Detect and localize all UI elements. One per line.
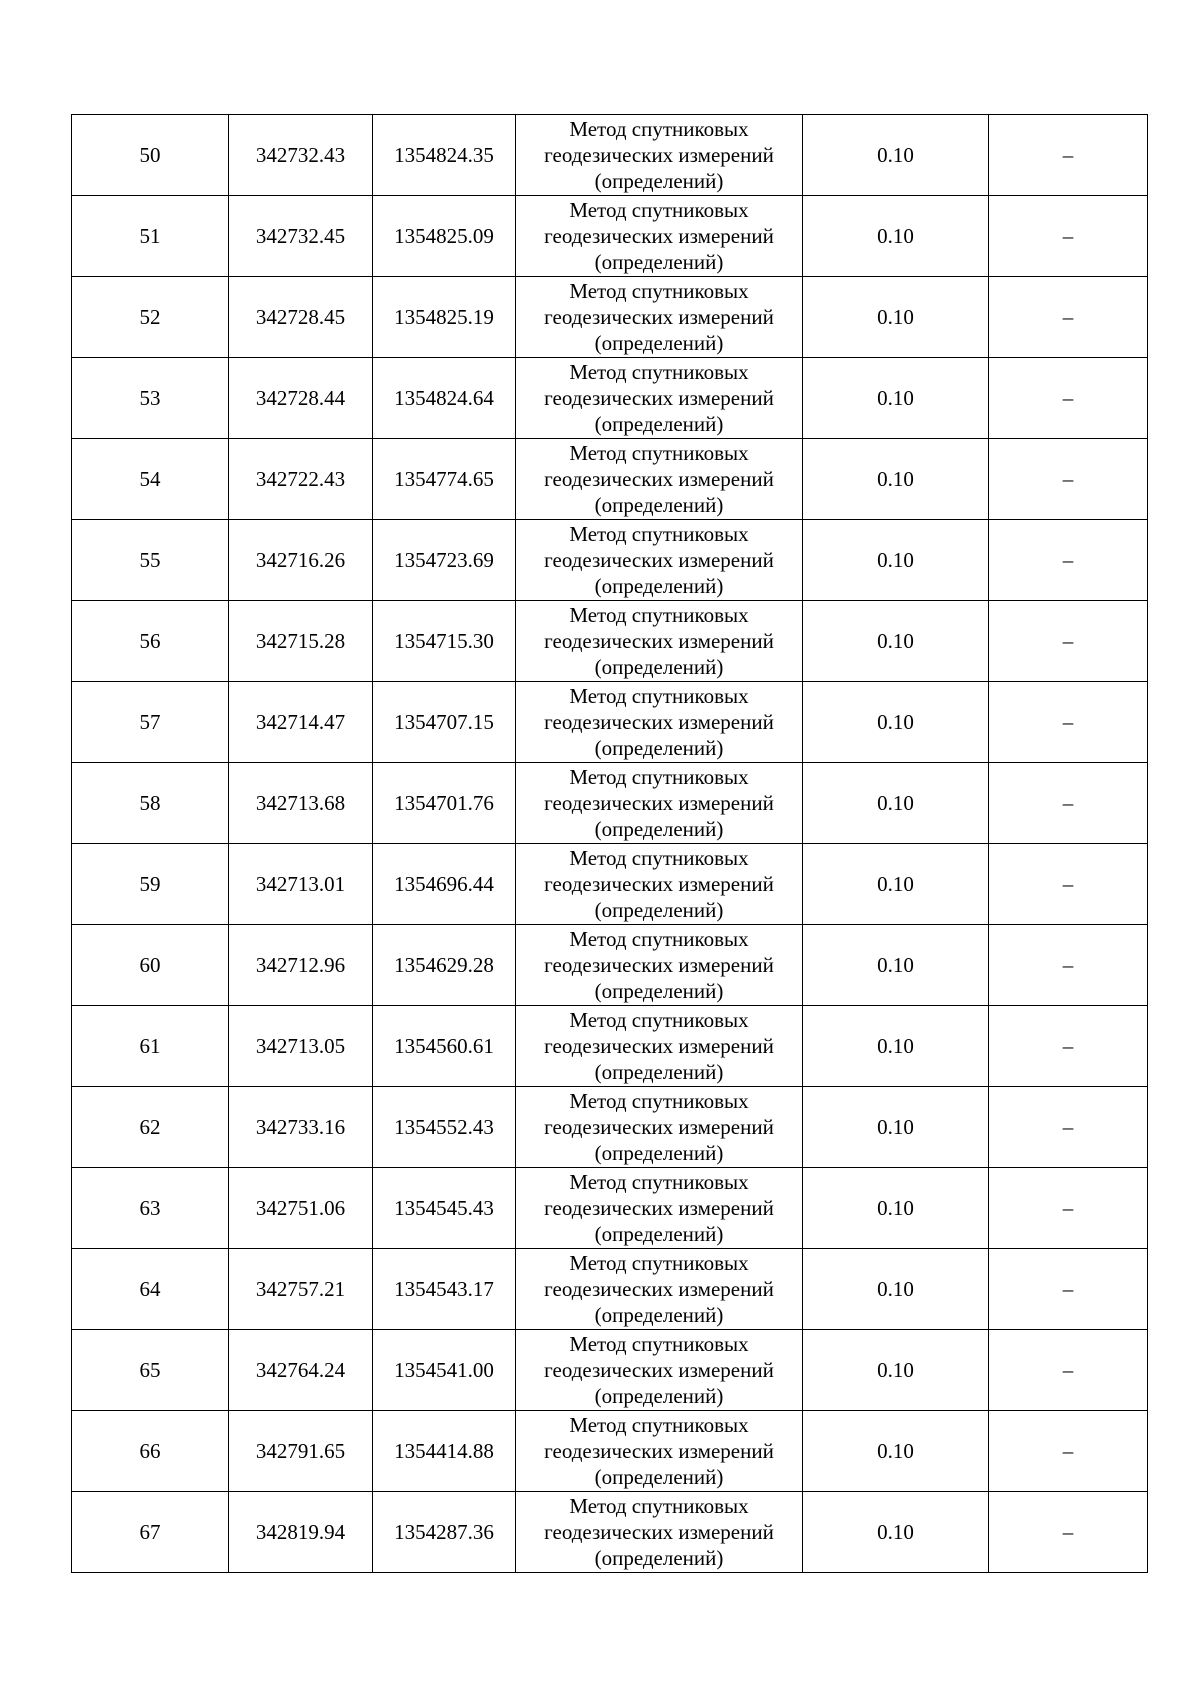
table-row [72,1087,1148,1168]
x-coordinate-cell: 342733.16 [229,1087,373,1168]
coordinates-table [71,114,1148,1573]
table-row [72,115,1148,196]
x-coordinate-cell: 342714.47 [229,682,373,763]
note-cell: – [989,196,1148,277]
point-number-cell: 55 [72,520,229,601]
method-line: геодезических измерений [544,305,774,329]
method-line: Метод спутниковых [569,1170,749,1194]
method-line: Метод спутниковых [569,198,749,222]
table-row [72,601,1148,682]
method-line: геодезических измерений [544,548,774,572]
x-coordinate-cell: 342732.45 [229,196,373,277]
accuracy-cell: 0.10 [803,439,989,520]
y-coordinate-cell: 1354560.61 [373,1006,516,1087]
point-number-cell: 57 [72,682,229,763]
accuracy-cell: 0.10 [803,115,989,196]
method-line: (определений) [594,1222,724,1246]
x-coordinate-cell: 342713.68 [229,763,373,844]
x-coordinate-cell: 342819.94 [229,1492,373,1573]
method-cell [516,763,803,844]
accuracy-cell: 0.10 [803,277,989,358]
method-cell [516,1168,803,1249]
accuracy-cell: 0.10 [803,196,989,277]
accuracy-cell: 0.10 [803,358,989,439]
accuracy-cell: 0.10 [803,1087,989,1168]
table-row [72,1411,1148,1492]
y-coordinate-cell: 1354723.69 [373,520,516,601]
accuracy-cell: 0.10 [803,601,989,682]
point-number-cell: 66 [72,1411,229,1492]
x-coordinate-cell: 342728.45 [229,277,373,358]
method-line: геодезических измерений [544,872,774,896]
method-line: (определений) [594,493,724,517]
y-coordinate-cell: 1354701.76 [373,763,516,844]
accuracy-cell: 0.10 [803,1411,989,1492]
y-coordinate-cell: 1354715.30 [373,601,516,682]
note-cell: – [989,1006,1148,1087]
method-line: геодезических измерений [544,1115,774,1139]
x-coordinate-cell: 342713.01 [229,844,373,925]
method-cell [516,196,803,277]
method-line: (определений) [594,574,724,598]
point-number-cell: 58 [72,763,229,844]
point-number-cell: 62 [72,1087,229,1168]
method-line: Метод спутниковых [569,927,749,951]
accuracy-cell: 0.10 [803,520,989,601]
point-number-cell: 56 [72,601,229,682]
point-number-cell: 59 [72,844,229,925]
method-line: (определений) [594,1546,724,1570]
x-coordinate-cell: 342715.28 [229,601,373,682]
method-line: (определений) [594,817,724,841]
accuracy-cell: 0.10 [803,1006,989,1087]
method-line: геодезических измерений [544,1196,774,1220]
accuracy-cell: 0.10 [803,1492,989,1573]
note-cell: – [989,1330,1148,1411]
method-line: (определений) [594,1465,724,1489]
method-line: Метод спутниковых [569,360,749,384]
method-cell [516,277,803,358]
method-line: (определений) [594,736,724,760]
x-coordinate-cell: 342716.26 [229,520,373,601]
note-cell: – [989,277,1148,358]
method-line: геодезических измерений [544,953,774,977]
table-row [72,277,1148,358]
table-row [72,1006,1148,1087]
accuracy-cell: 0.10 [803,925,989,1006]
method-line: геодезических измерений [544,467,774,491]
method-line: геодезических измерений [544,1277,774,1301]
method-line: геодезических измерений [544,710,774,734]
method-cell [516,601,803,682]
table-row [72,1168,1148,1249]
y-coordinate-cell: 1354825.09 [373,196,516,277]
table-body [72,115,1148,1573]
method-line: (определений) [594,1303,724,1327]
method-cell [516,682,803,763]
method-line: (определений) [594,979,724,1003]
note-cell: – [989,1168,1148,1249]
method-line: Метод спутниковых [569,117,749,141]
note-cell: – [989,358,1148,439]
method-cell [516,1492,803,1573]
y-coordinate-cell: 1354696.44 [373,844,516,925]
method-line: (определений) [594,1141,724,1165]
method-line: геодезических измерений [544,143,774,167]
method-cell [516,115,803,196]
note-cell: – [989,1492,1148,1573]
point-number-cell: 63 [72,1168,229,1249]
point-number-cell: 53 [72,358,229,439]
method-line: геодезических измерений [544,1358,774,1382]
table-row [72,1249,1148,1330]
table-row [72,520,1148,601]
method-line: Метод спутниковых [569,279,749,303]
table-row [72,844,1148,925]
method-line: Метод спутниковых [569,846,749,870]
method-line: геодезических измерений [544,1034,774,1058]
method-cell [516,844,803,925]
method-line: геодезических измерений [544,791,774,815]
method-line: геодезических измерений [544,386,774,410]
method-cell [516,439,803,520]
y-coordinate-cell: 1354824.64 [373,358,516,439]
table-row [72,925,1148,1006]
method-line: геодезических измерений [544,1520,774,1544]
note-cell: – [989,115,1148,196]
method-cell [516,1249,803,1330]
method-line: Метод спутниковых [569,1494,749,1518]
y-coordinate-cell: 1354707.15 [373,682,516,763]
method-line: Метод спутниковых [569,765,749,789]
y-coordinate-cell: 1354629.28 [373,925,516,1006]
method-line: Метод спутниковых [569,684,749,708]
method-line: Метод спутниковых [569,1332,749,1356]
x-coordinate-cell: 342722.43 [229,439,373,520]
y-coordinate-cell: 1354824.35 [373,115,516,196]
accuracy-cell: 0.10 [803,682,989,763]
x-coordinate-cell: 342712.96 [229,925,373,1006]
method-line: Метод спутниковых [569,1089,749,1113]
method-line: (определений) [594,1384,724,1408]
method-line: геодезических измерений [544,224,774,248]
method-line: (определений) [594,169,724,193]
y-coordinate-cell: 1354541.00 [373,1330,516,1411]
method-line: (определений) [594,250,724,274]
y-coordinate-cell: 1354552.43 [373,1087,516,1168]
method-cell [516,358,803,439]
point-number-cell: 65 [72,1330,229,1411]
point-number-cell: 50 [72,115,229,196]
point-number-cell: 60 [72,925,229,1006]
note-cell: – [989,1087,1148,1168]
table-row [72,682,1148,763]
table-row [72,1492,1148,1573]
method-line: геодезических измерений [544,1439,774,1463]
table-row [72,439,1148,520]
note-cell: – [989,925,1148,1006]
note-cell: – [989,601,1148,682]
point-number-cell: 52 [72,277,229,358]
method-line: (определений) [594,331,724,355]
note-cell: – [989,1249,1148,1330]
table-row [72,358,1148,439]
x-coordinate-cell: 342713.05 [229,1006,373,1087]
method-line: Метод спутниковых [569,522,749,546]
note-cell: – [989,844,1148,925]
method-line: Метод спутниковых [569,1251,749,1275]
method-cell [516,1087,803,1168]
accuracy-cell: 0.10 [803,1249,989,1330]
method-line: геодезических измерений [544,629,774,653]
note-cell: – [989,439,1148,520]
point-number-cell: 51 [72,196,229,277]
accuracy-cell: 0.10 [803,844,989,925]
method-line: Метод спутниковых [569,1008,749,1032]
accuracy-cell: 0.10 [803,1168,989,1249]
method-cell [516,1006,803,1087]
method-line: (определений) [594,898,724,922]
note-cell: – [989,520,1148,601]
y-coordinate-cell: 1354545.43 [373,1168,516,1249]
method-line: Метод спутниковых [569,603,749,627]
note-cell: – [989,763,1148,844]
y-coordinate-cell: 1354543.17 [373,1249,516,1330]
table-row [72,763,1148,844]
y-coordinate-cell: 1354287.36 [373,1492,516,1573]
method-line: Метод спутниковых [569,1413,749,1437]
point-number-cell: 61 [72,1006,229,1087]
x-coordinate-cell: 342751.06 [229,1168,373,1249]
x-coordinate-cell: 342791.65 [229,1411,373,1492]
point-number-cell: 54 [72,439,229,520]
x-coordinate-cell: 342728.44 [229,358,373,439]
method-cell [516,520,803,601]
y-coordinate-cell: 1354774.65 [373,439,516,520]
x-coordinate-cell: 342757.21 [229,1249,373,1330]
table-row [72,196,1148,277]
accuracy-cell: 0.10 [803,1330,989,1411]
method-line: (определений) [594,1060,724,1084]
point-number-cell: 67 [72,1492,229,1573]
x-coordinate-cell: 342764.24 [229,1330,373,1411]
accuracy-cell: 0.10 [803,763,989,844]
method-line: (определений) [594,412,724,436]
method-cell [516,1330,803,1411]
table-row [72,1330,1148,1411]
x-coordinate-cell: 342732.43 [229,115,373,196]
method-line: Метод спутниковых [569,441,749,465]
method-line: (определений) [594,655,724,679]
y-coordinate-cell: 1354825.19 [373,277,516,358]
point-number-cell: 64 [72,1249,229,1330]
note-cell: – [989,682,1148,763]
y-coordinate-cell: 1354414.88 [373,1411,516,1492]
method-cell [516,925,803,1006]
note-cell: – [989,1411,1148,1492]
method-cell [516,1411,803,1492]
